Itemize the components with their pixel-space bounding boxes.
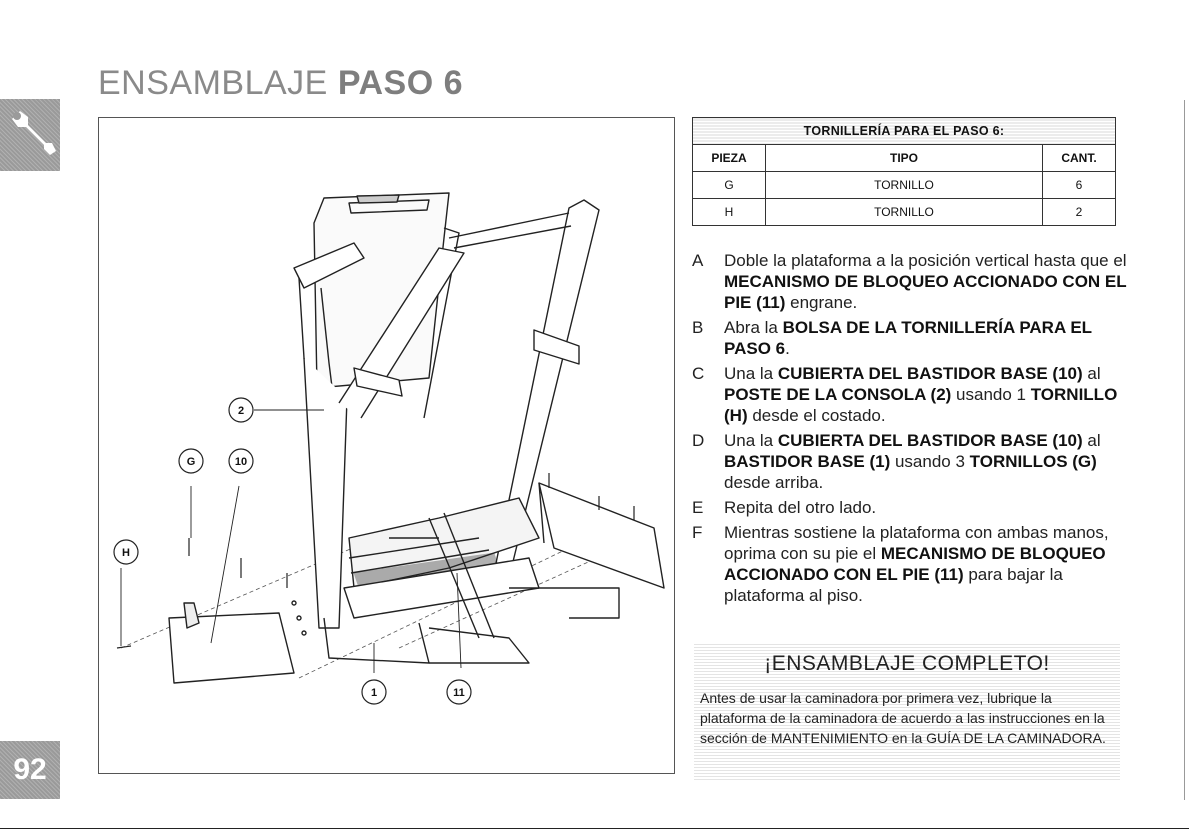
cell-type: TORNILLO [766,199,1043,226]
step-c [692,363,1132,426]
step-text-part: Abra la [724,318,783,337]
treadmill-illustration [99,118,676,775]
wrench-icon [0,99,60,171]
step-text-part: usando 3 [890,452,970,471]
header-type: TIPO [766,145,1043,172]
step-text [724,430,1132,493]
cell-qty: 2 [1043,199,1116,226]
title-light: ENSAMBLAJE [98,64,328,102]
callout-1: 1 [370,687,378,699]
step-text [724,250,1132,313]
step-letter: A [692,251,704,270]
tool-tab [0,99,60,171]
table-row [693,172,1116,199]
step-text-bold: BOLSA DE LA TORNILLERÍA PARA EL PASO 6 [724,318,1092,358]
assembly-figure [98,117,675,774]
title-bold: PASO 6 [337,64,463,102]
step-letter: D [692,431,705,450]
step-d [692,430,1132,493]
step-text-bold: MECANISMO DE BLOQUEO ACCIONADO CON EL PIE (11) [724,544,1106,584]
step-text-part: usando 1 [951,385,1031,404]
callout-2: 2 [237,405,245,417]
cell-part: G [693,172,766,199]
step-text-part: . [785,339,790,358]
cell-qty: 6 [1043,172,1116,199]
step-text-bold: TORNILLOS (G) [969,452,1097,471]
step-text [724,497,1132,518]
step-letter: F [692,523,703,542]
step-text [724,522,1132,606]
step-text-bold: TORNILLO (H) [724,385,1118,425]
step-text-bold: MECANISMO DE BLOQUEO ACCIONADO CON EL PIE (11) [724,272,1127,312]
step-a [692,250,1132,313]
header-qty: CANT. [1043,145,1116,172]
step-text-part: desde arriba. [724,473,824,492]
page-number: 92 [13,753,47,786]
step-text-part: engrane. [785,293,858,312]
callout-10: 10 [234,456,248,468]
hardware-table-header [693,145,1116,172]
steps-list [692,250,1132,610]
callout-11: 11 [453,687,465,699]
step-text-part: para bajar la plataforma al piso. [724,565,1063,605]
cell-part: H [693,199,766,226]
hardware-table [692,117,1116,226]
header-part: PIEZA [693,145,766,172]
right-margin-rule [1184,100,1185,800]
assembly-complete-box [694,644,1120,780]
step-text-part: al [1082,364,1101,383]
step-f [692,522,1132,606]
table-row [693,199,1116,226]
step-text-part: Una la [724,431,778,450]
step-text-bold: BASTIDOR BASE (1) [724,452,891,471]
step-text-part: al [1082,431,1101,450]
cell-type: TORNILLO [766,172,1043,199]
step-text [724,363,1132,426]
step-text-bold: CUBIERTA DEL BASTIDOR BASE (10) [777,431,1083,450]
step-text-bold: CUBIERTA DEL BASTIDOR BASE (10) [777,364,1083,383]
step-text-part: Una la [724,364,778,383]
step-text-part: Repita del otro lado. [724,498,877,517]
step-b [692,317,1132,359]
step-text-part: desde el costado. [747,406,886,425]
assembly-complete-text: Antes de usar la caminadora por primera vez, lubrique la plataforma de la caminadora de acuerdo a las instrucciones en la sección de MANTENIMIENTO en la GUÍA DE LA CAMINADORA. [700,690,1106,746]
page-number-tab [0,741,60,799]
step-e [692,497,1132,518]
step-text [724,317,1132,359]
step-letter: E [692,498,704,517]
step-text-part: Mientras sostiene la plataforma con ambas manos, oprima con su pie el [724,523,1109,563]
callout-g: G [186,456,196,468]
step-text-part: Doble la plataforma a la posición vertical hasta que el [724,251,1127,270]
callout-h: H [122,547,130,559]
hardware-table-caption: TORNILLERÍA PARA EL PASO 6: [693,118,1116,145]
hardware-table-caption-row [693,118,1116,145]
step-letter: C [692,364,705,383]
page-title [98,66,463,100]
step-text-bold: POSTE DE LA CONSOLA (2) [724,385,952,404]
step-letter: B [692,318,704,337]
assembly-complete-title: ¡ENSAMBLAJE COMPLETO! [764,652,1050,675]
